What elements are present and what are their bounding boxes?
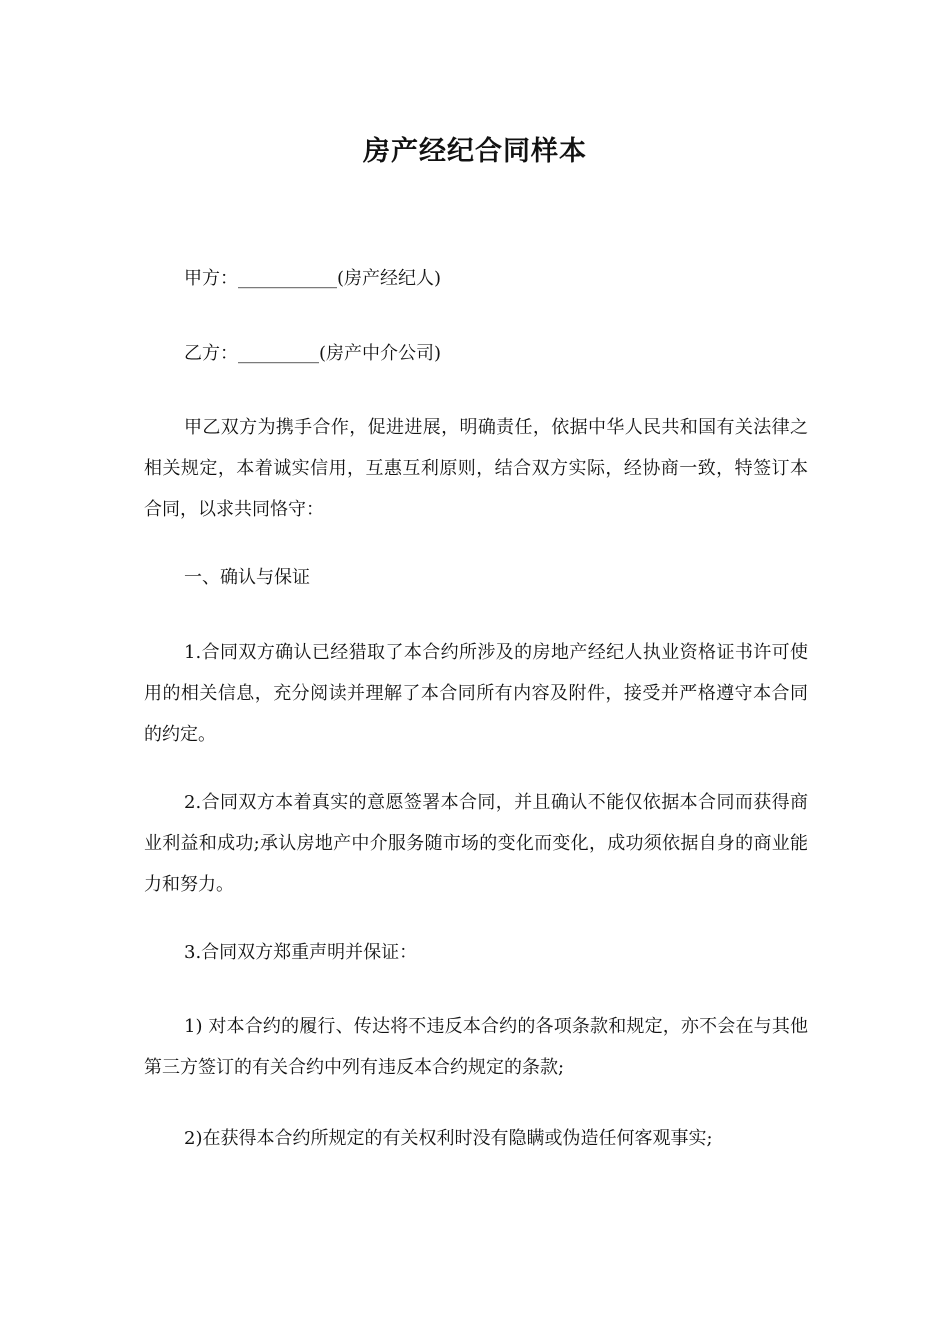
- section-heading-confirmation: 一、确认与保证: [184, 567, 310, 588]
- party-a-line: 甲方：___________(房产经纪人): [184, 268, 442, 289]
- clause-2: 2.合同双方本着真实的意愿签署本合同，并且确认不能仅依据本合同而获得商业利益和成功;承认房地产中介服务随市场的变化而变化，成功须依据自身的商业能力和努力。: [144, 792, 808, 895]
- party-b-line: 乙方：_________(房产中介公司): [184, 343, 442, 364]
- intro-paragraph: 甲乙双方为携手合作，促进进展，明确责任，依据中华人民共和国有关法律之相关规定，本着诚实信用，互惠互利原则，结合双方实际，经协商一致，特签订本合同，以求共同恪守：: [144, 417, 808, 520]
- clause-3: 3.合同双方郑重声明并保证：: [184, 942, 418, 963]
- clause-3-item-1: 1) 对本合约的履行、传达将不违反本合约的各项条款和规定，亦不会在与其他第三方签订的有关合约中列有违反本合约规定的条款;: [144, 1016, 808, 1078]
- clause-1: 1.合同双方确认已经猎取了本合约所涉及的房地产经纪人执业资格证书许可使用的相关信息，充分阅读并理解了本合同所有内容及附件，接受并严格遵守本合同的约定。: [144, 642, 808, 745]
- document-title: 房产经纪合同样本: [363, 136, 587, 167]
- clause-3-item-2: 2)在获得本合约所规定的有关权利时没有隐瞒或伪造任何客观事实;: [184, 1128, 713, 1149]
